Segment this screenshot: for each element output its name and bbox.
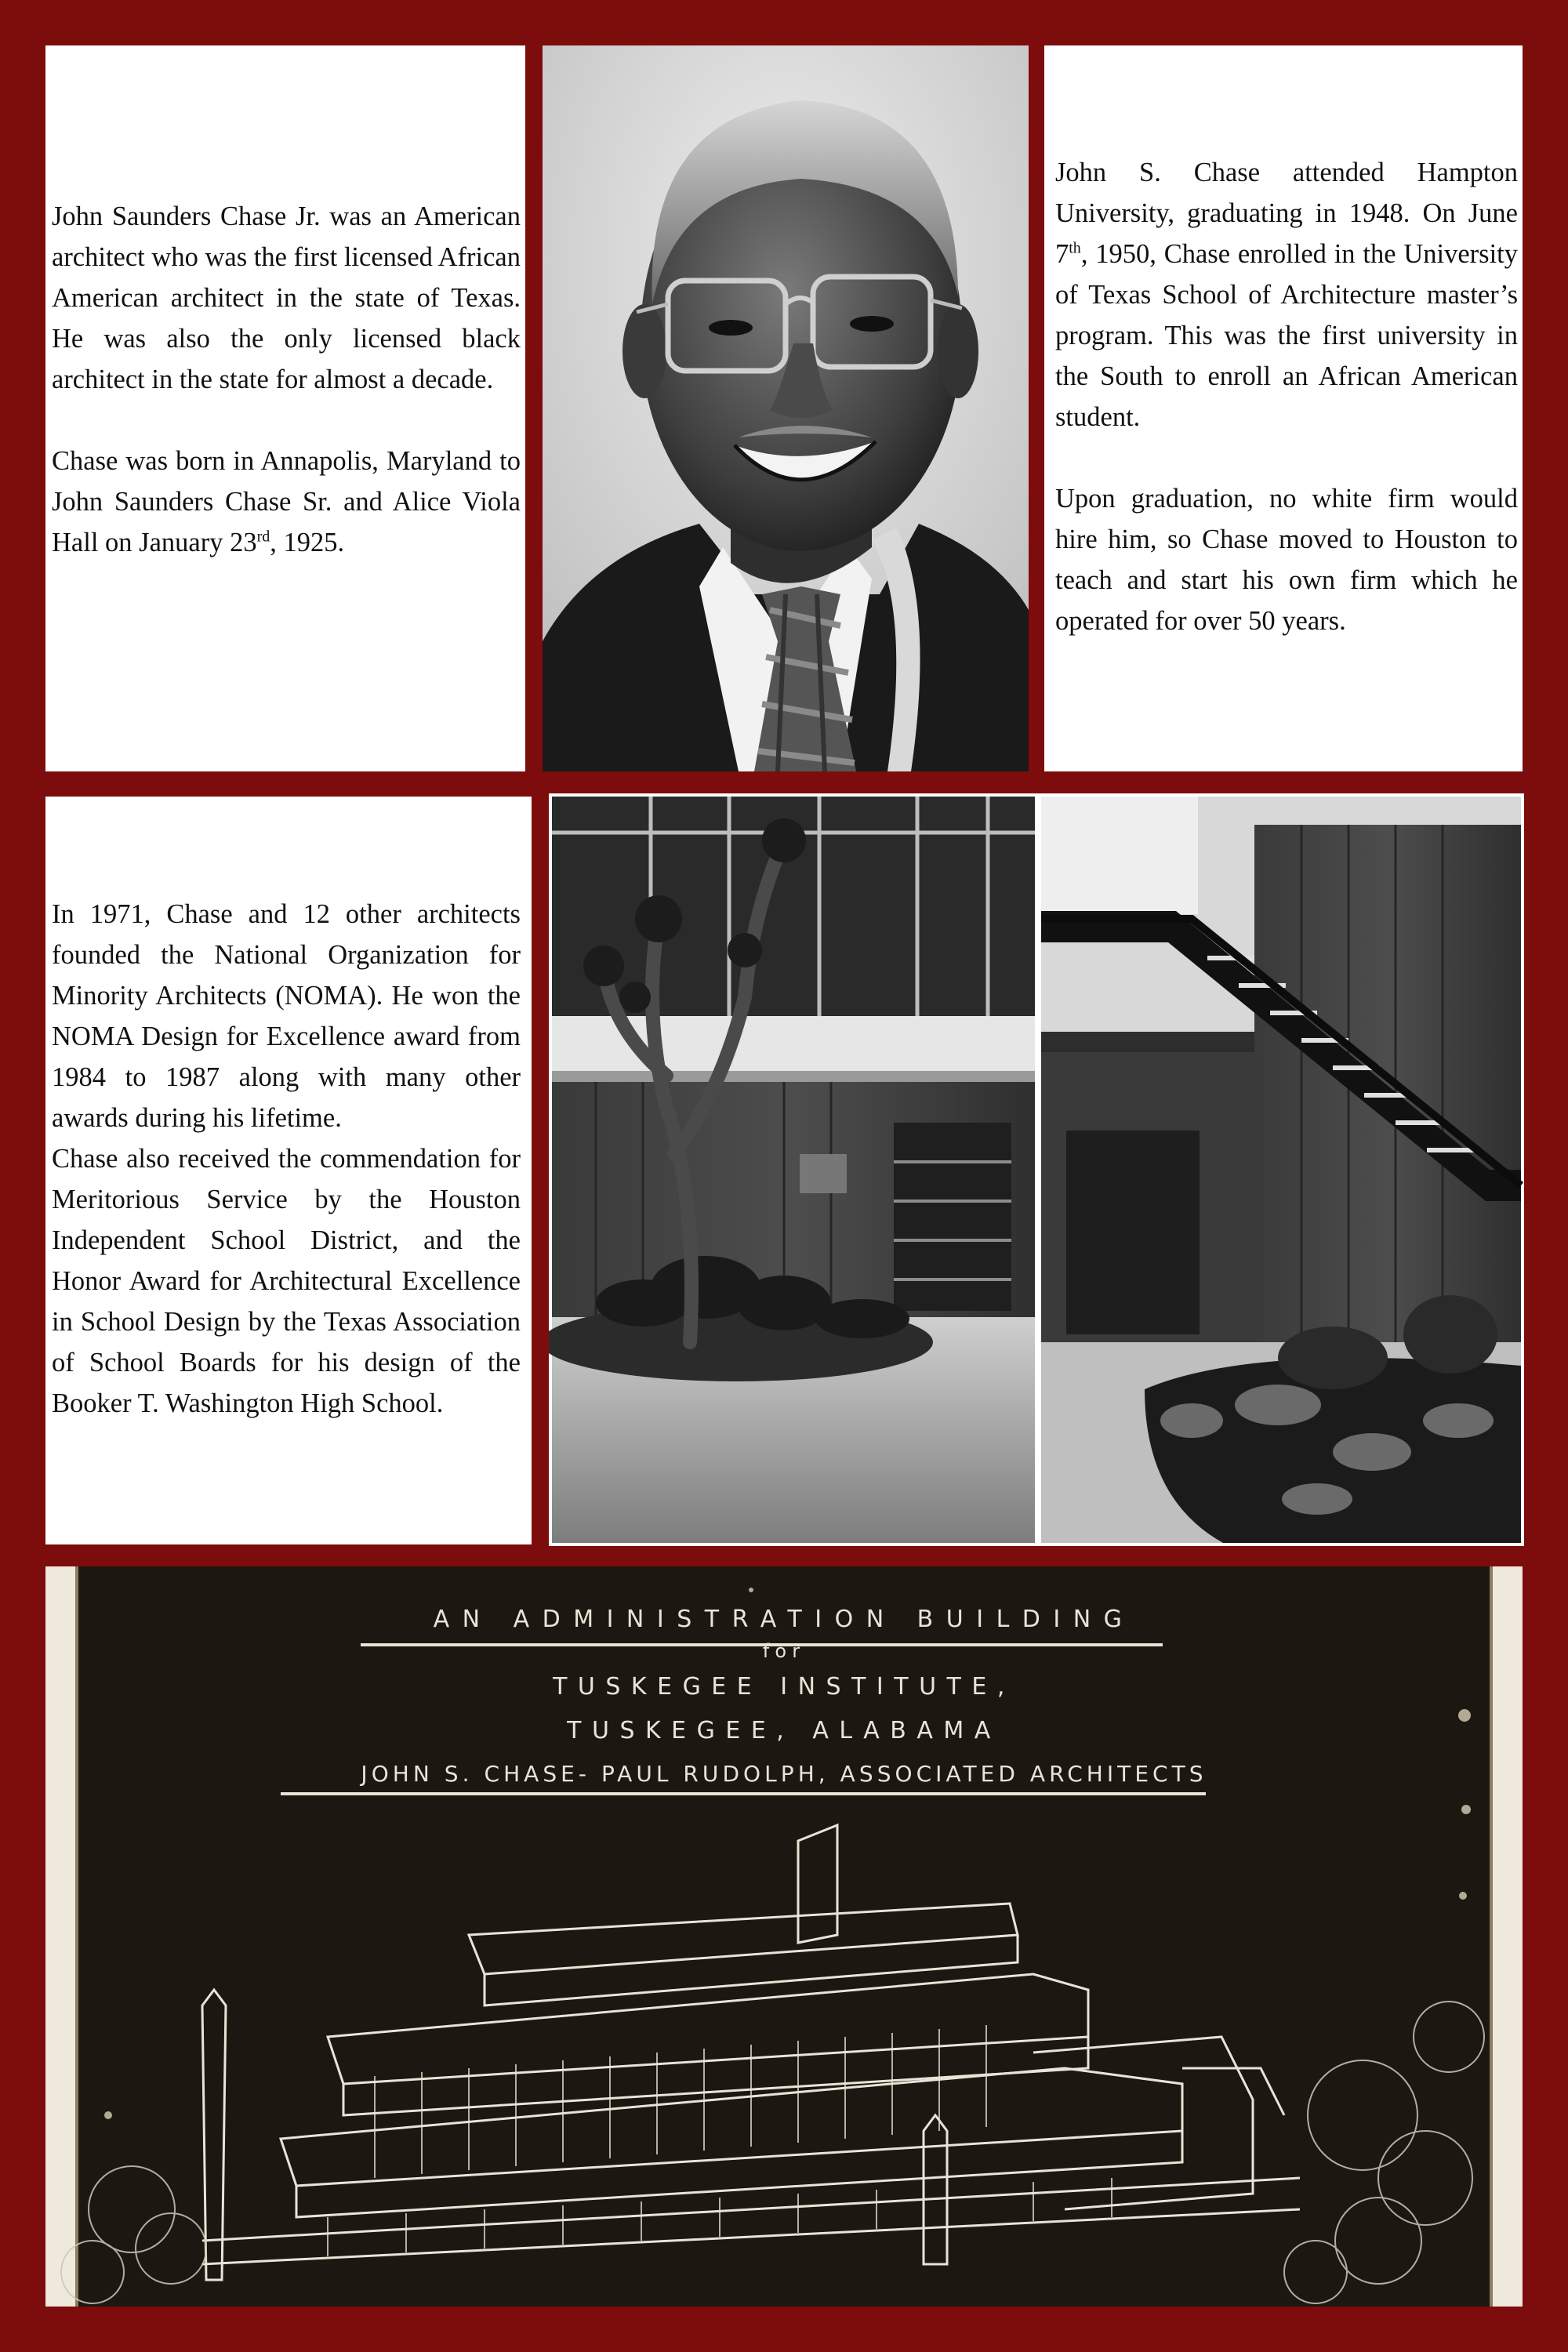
interior-photo xyxy=(549,793,1524,1546)
intro-paragraph-2: Chase was born in Annapolis, Maryland to John Saunders Chase Sr. and Alice Viola Hall on January 23rd, 1925. xyxy=(52,446,521,557)
drawing-title-line-5: JOHN S. CHASE- PAUL RUDOLPH, ASSOCIATED ARCHITECTS xyxy=(361,1761,1207,1787)
architectural-drawing xyxy=(45,1566,1523,2307)
legacy-paragraph-1: In 1971, Chase and 12 other architects founded the National Organization for Minority Architects (NOMA). He won the NOMA Design for Excellence award from 1984 to 1987 along with many other awards during his lifetime. xyxy=(52,899,521,1133)
drawing-title-line-2: for xyxy=(762,1640,806,1662)
education-panel xyxy=(1044,45,1523,771)
education-paragraph-1: John S. Chase attended Hampton University, graduating in 1948. On June 7th, 1950, Chase enrolled in the University of Texas School of Architecture master’s program. This was the first university in the South to enroll an African American student. xyxy=(1055,158,1518,432)
drawing-title-line-4: TUSKEGEE, ALABAMA xyxy=(567,1717,1001,1744)
legacy-paragraph-2: Chase also received the commendation for Meritorious Service by the Houston Independent School District, and the Honor Award for Architectural Excellence in School Design by the Texas Association of School Boards for his design of the Booker T. Washington High School. xyxy=(52,1144,521,1418)
intro-panel xyxy=(45,45,525,771)
legacy-panel xyxy=(45,797,532,1544)
drawing-title-line-1: AN ADMINISTRATION BUILDING xyxy=(433,1606,1135,1633)
education-paragraph-2: Upon graduation, no white firm would hire him, so Chase moved to Houston to teach and start his own firm which he operated for over 50 years. xyxy=(1055,484,1518,636)
drawing-title-line-3: TUSKEGEE INSTITUTE, xyxy=(553,1673,1015,1700)
intro-paragraph-1: John Saunders Chase Jr. was an American architect who was the first licensed African American architect in the state of Texas. He was also the only licensed black architect in the state for almost a decade. xyxy=(52,201,521,394)
portrait-photo xyxy=(543,45,1029,771)
